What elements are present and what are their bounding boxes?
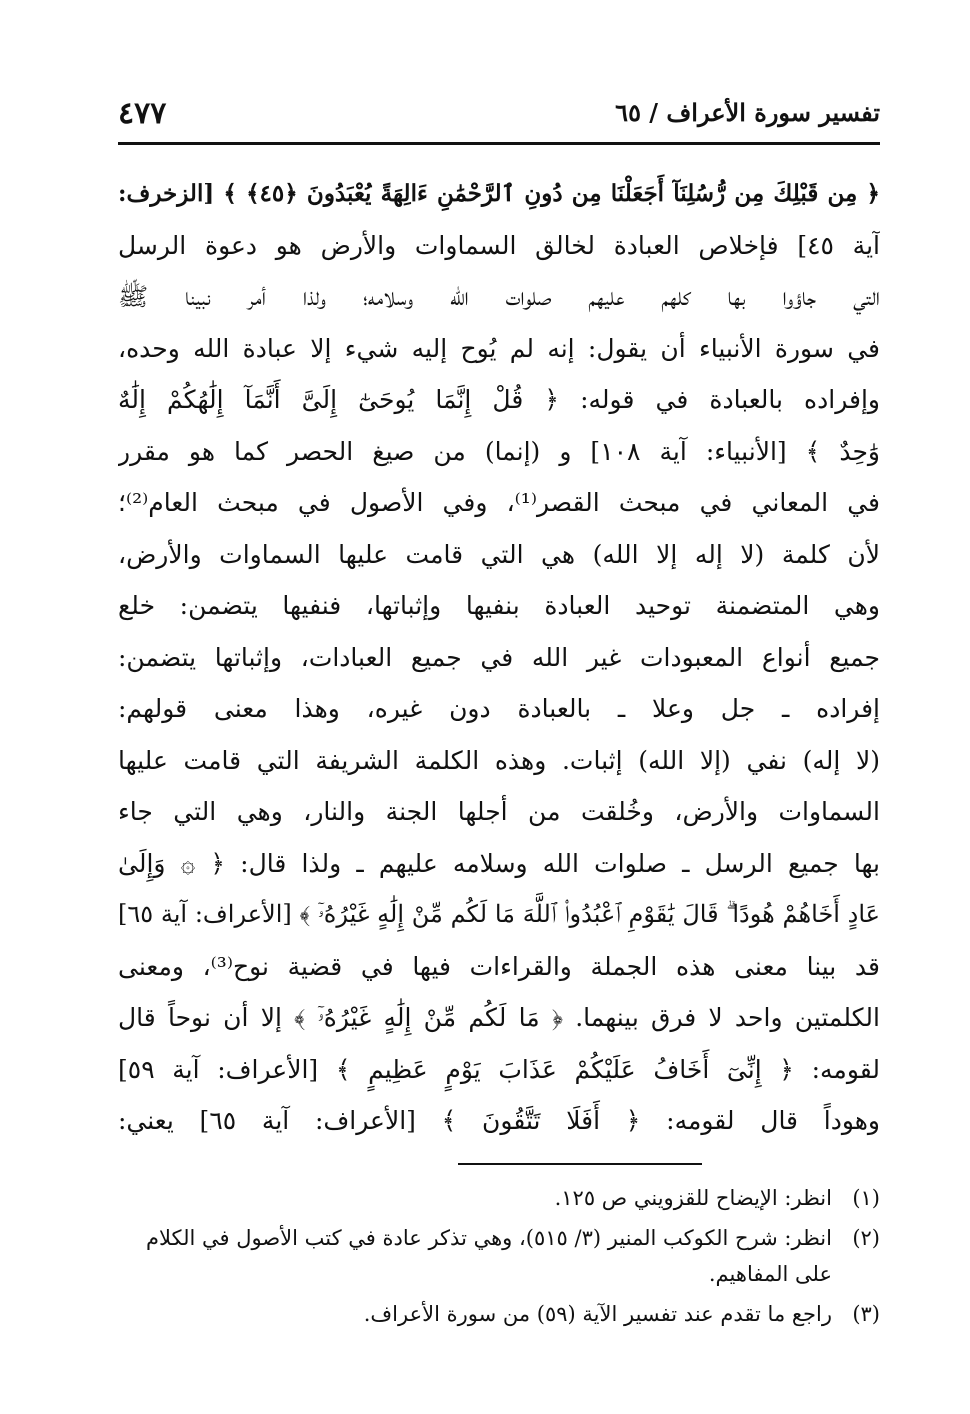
text-line: (لا إله) نفي (إلا الله) إثبات. وهذه الكلمة الشريفة التي قامت عليها bbox=[118, 745, 880, 775]
text-line: وَٰحِدٌ ﴾ [الأنبياء: آية ١٠٨] و (إنما) من صيغ الحصر كما هو مقرر bbox=[118, 436, 880, 466]
text-line: في المعاني في مبحث القصر⁽¹⁾، وفي الأصول في مبحث العام⁽²⁾؛ bbox=[118, 488, 880, 517]
footnote-text: انظر: شرح الكوكب المنير (٣/ ٥١٥)، وهي تذكر عادة في كتب الأصول في الكلام على المفاهيم. bbox=[145, 1226, 832, 1286]
footnote-separator bbox=[458, 1163, 702, 1165]
footnote bbox=[118, 1180, 880, 1216]
page-number: ٤٧٧ bbox=[118, 96, 167, 131]
text-line: السماوات والأرض، وخُلقت من أجلها الجنة والنار، وهي التي جاء bbox=[118, 797, 880, 826]
text-line: وإفراده بالعبادة في قوله: ﴿ قُلْ إِنَّمَا يُوحَىٰٓ إِلَىَّ أَنَّمَآ إِلَٰهُكُمْ إِلَٰهٌ bbox=[118, 385, 880, 414]
footnote-text: راجع ما تقدم عند تفسير الآية (٥٩) من سورة الأعراف. bbox=[363, 1302, 832, 1326]
text-line: قد بينا معنى هذه الجملة والقراءات فيها في قضية نوح⁽³⁾، ومعنى bbox=[118, 951, 880, 981]
footnote-number: (١) bbox=[852, 1186, 880, 1210]
page-header bbox=[118, 92, 880, 145]
footnote-number: (٢) bbox=[852, 1226, 880, 1250]
footnote bbox=[118, 1220, 880, 1292]
footnote-text: انظر: الإيضاح للقزويني ص ١٢٥. bbox=[554, 1186, 832, 1210]
footnote bbox=[118, 1296, 880, 1332]
text-line: لقومه: ﴿ إِنِّىٓ أَخَافُ عَلَيْكُمْ عَذَابَ يَوْمٍ عَظِيمٍ ﴾ [الأعراف: آية ٥٩] bbox=[118, 1054, 880, 1084]
running-title: تفسير سورة الأعراف / ٦٥ bbox=[615, 98, 880, 127]
text-line: في سورة الأنبياء أن يقول: إنه لم يُوح إليه شيء إلا عبادة الله وحده، bbox=[118, 333, 880, 363]
text-line: وهوداً قال لقومه: ﴿ أَفَلَا تَتَّقُونَ ﴾ [الأعراف: آية ٦٥] يعني: bbox=[118, 1106, 880, 1135]
text-line: بها جميع الرسل ـ صلوات الله وسلامه عليهم ـ ولذا قال: ﴿ ۞ وَإِلَىٰ bbox=[118, 848, 880, 878]
text-line: ﴿ مِن قَبْلِكَ مِن رُّسُلِنَآ أَجَعَلْنَا مِن دُونِ ٱلرَّحْمَٰنِ ءَالِهَةً يُعْبَدُونَ ﴿٤٥﴾ ﴾ [الزخرف: bbox=[118, 180, 880, 207]
text-line: إفراده ـ جل وعلا ـ بالعبادة دون غيره، وهذا معنى قولهم: bbox=[118, 694, 880, 723]
text-line: الكلمتين واحد لا فرق بينهما. ﴿ مَا لَكُم مِّنْ إِلَٰهٍ غَيْرُهُۥٓ ﴾ إلا أن نوحاً قال bbox=[118, 1003, 880, 1032]
text-line: عَادٍ أَخَاهُمْ هُودًا ۗ قَالَ يَٰقَوْمِ ٱعْبُدُوا۟ ٱللَّهَ مَا لَكُم مِّنْ إِلَٰهٍ غَيْرُهُۥٓ ﴾ [الأعراف: آية ٦٥] bbox=[118, 900, 880, 928]
text-line: التي جاؤوا بها كلهم عليهم صلوات الله وسلامه؛ ولذا أمر نبينا ﷺ bbox=[118, 282, 880, 311]
text-line: وهي المتضمنة توحيد العبادة بنفيها وإثباتها، فنفيها يتضمن: خلع bbox=[118, 591, 880, 620]
main-text bbox=[118, 168, 880, 1147]
footnotes bbox=[118, 1180, 880, 1336]
text-line: لأن كلمة (لا إله إلا الله) هي التي قامت عليها السماوات والأرض، bbox=[118, 539, 880, 569]
footnote-number: (٣) bbox=[852, 1302, 880, 1326]
text-line: آية ٤٥] فإخلاص العبادة لخالق السماوات والأرض هو دعوة الرسل bbox=[118, 230, 880, 260]
text-line: جميع أنواع المعبودات غير الله في جميع العبادات، وإثباتها يتضمن: bbox=[118, 642, 880, 672]
